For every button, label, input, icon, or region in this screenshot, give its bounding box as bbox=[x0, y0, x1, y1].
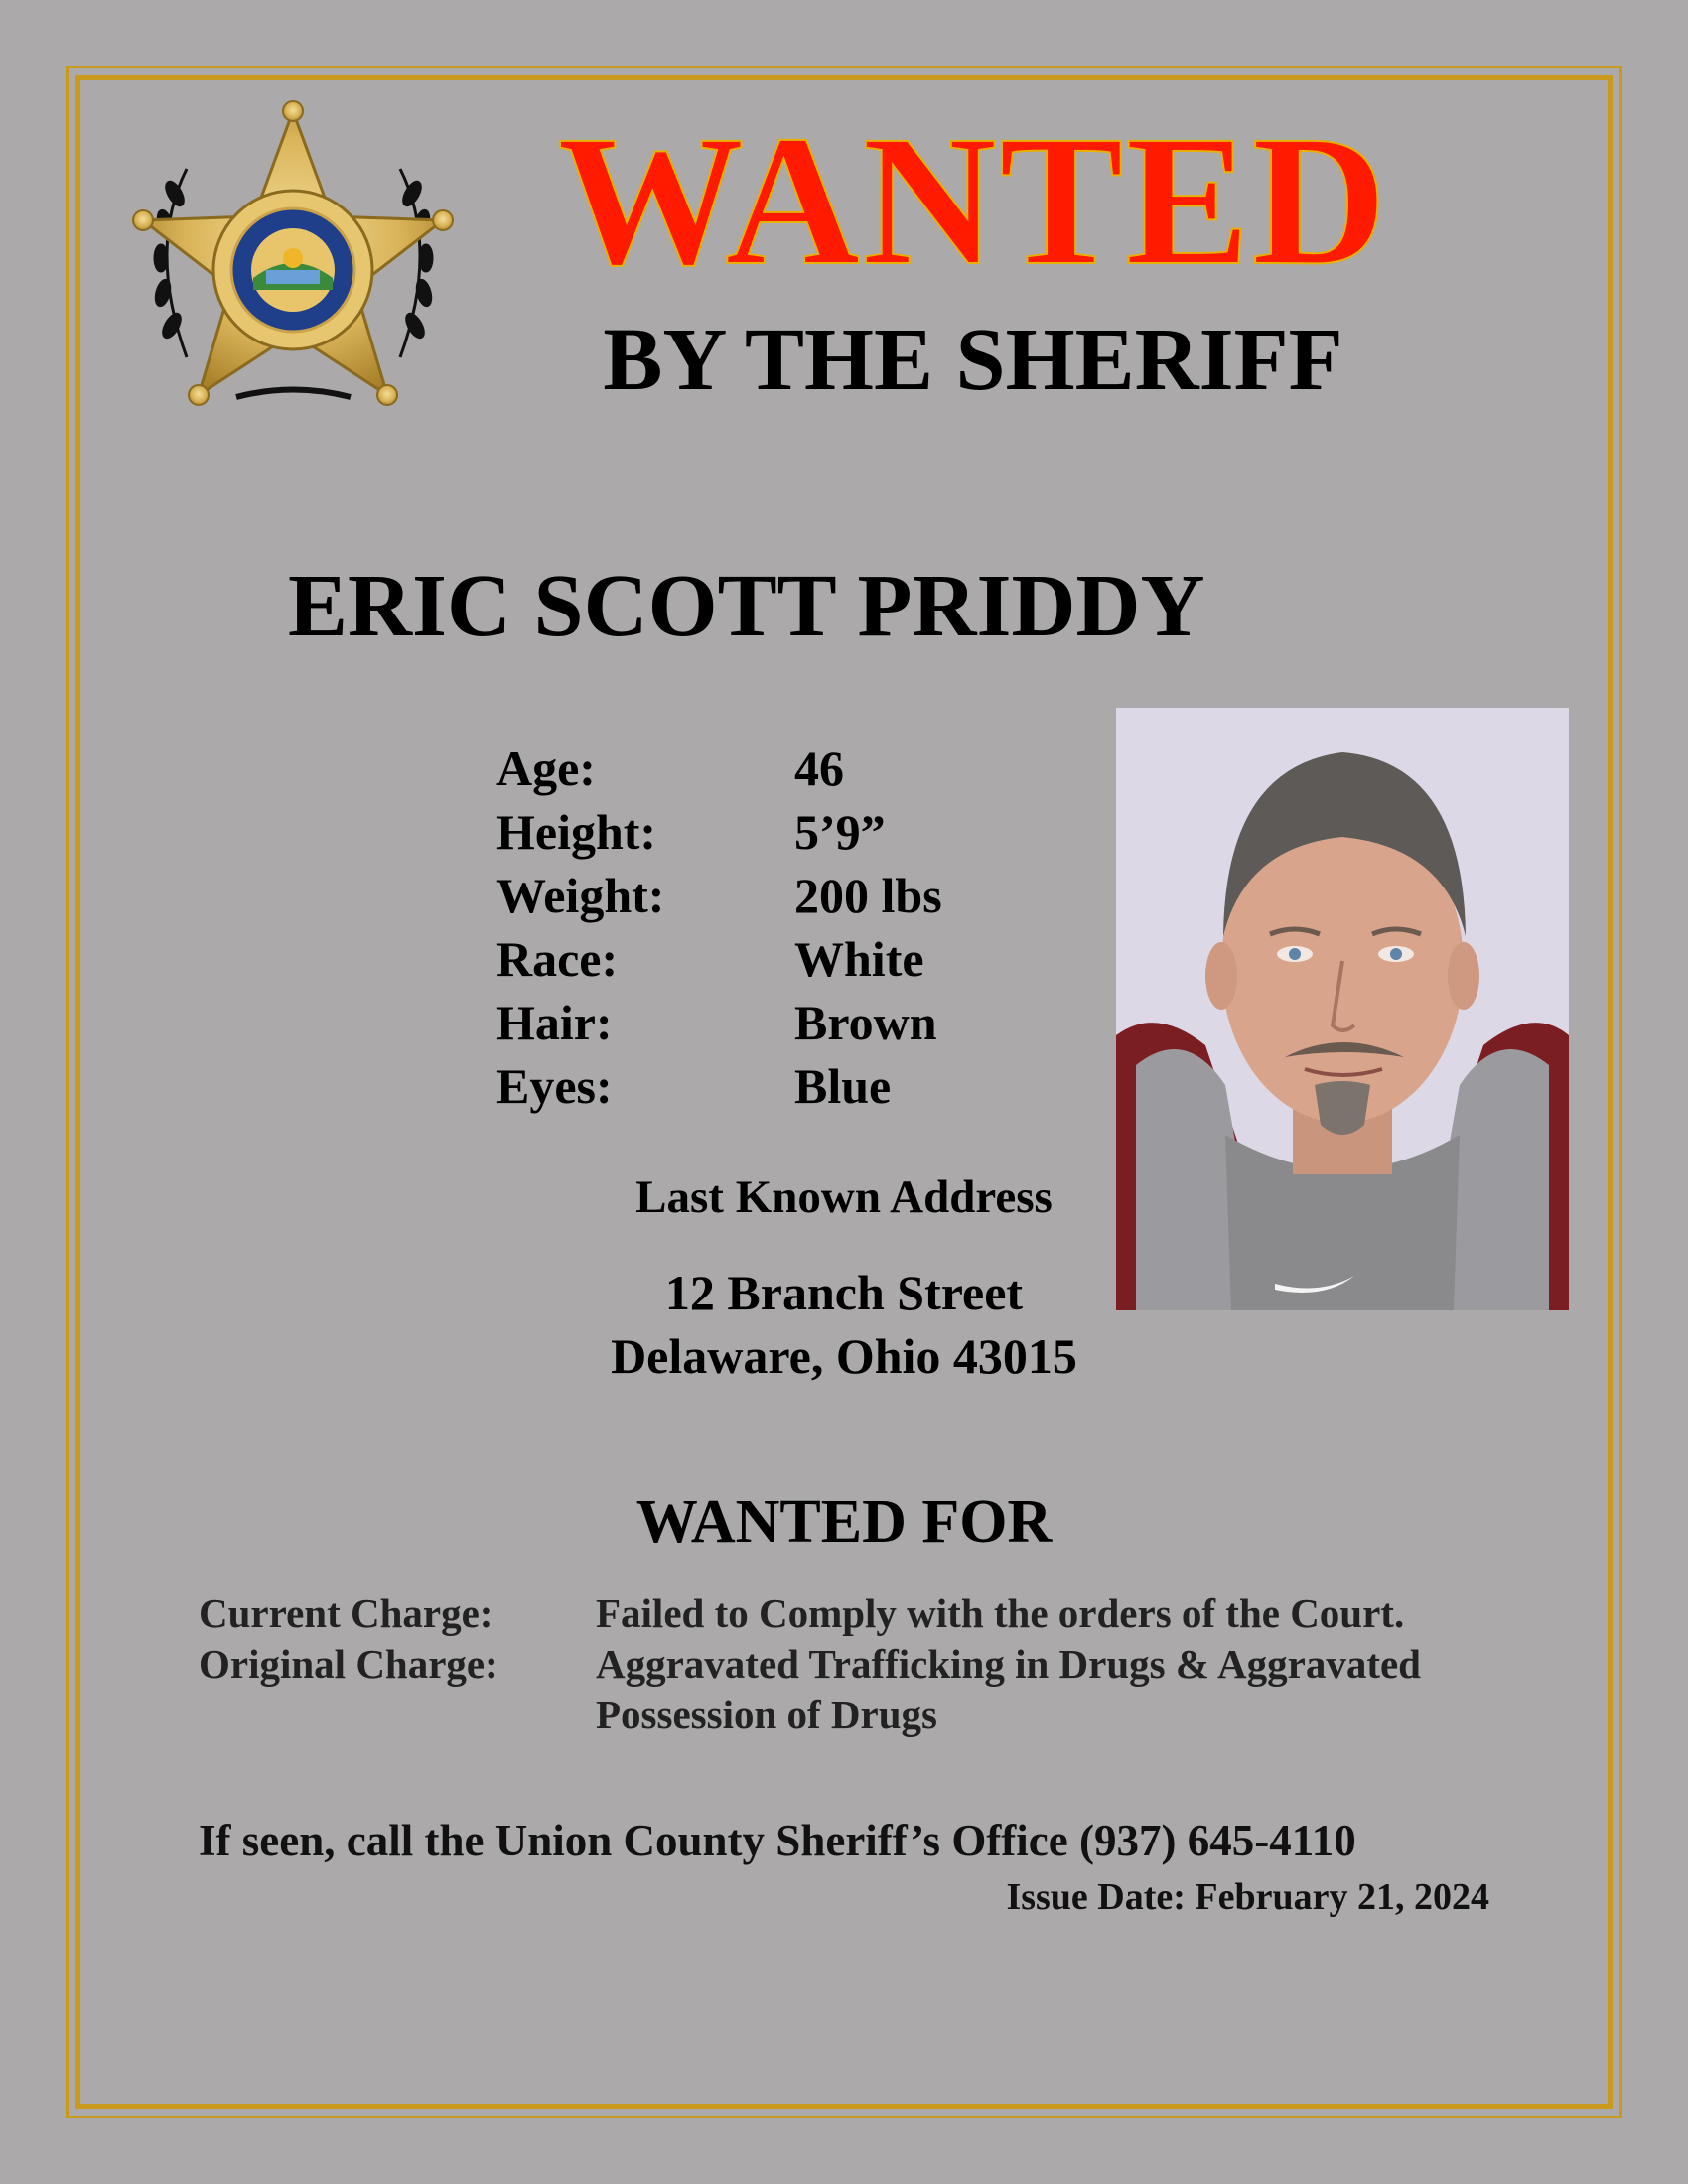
stat-label: Weight: bbox=[496, 868, 665, 923]
stat-label: Height: bbox=[496, 804, 657, 860]
sheriff-star-badge-icon bbox=[117, 99, 470, 432]
stat-label: Race: bbox=[496, 931, 619, 987]
contact-line: If seen, call the Union County Sheriff’s Office (937) 645-4110 bbox=[199, 1816, 1356, 1865]
suspect-photo bbox=[1116, 708, 1569, 1310]
current-charge-label: Current Charge: bbox=[199, 1590, 493, 1636]
last-known-address bbox=[556, 1171, 1132, 1388]
stat-row-height bbox=[496, 800, 1092, 864]
stat-value: Blue bbox=[794, 1058, 892, 1114]
original-charge-text: Aggravated Trafficking in Drugs & Aggravated Possession of Drugs bbox=[596, 1641, 1421, 1737]
stat-row-weight bbox=[496, 864, 1092, 927]
stat-row-age bbox=[496, 737, 1092, 800]
stat-label: Hair: bbox=[496, 995, 613, 1050]
stat-row-race bbox=[496, 927, 1092, 991]
stat-label: Age: bbox=[496, 741, 596, 796]
address-label: Last Known Address bbox=[635, 1171, 1053, 1223]
laurel-right-icon bbox=[400, 169, 433, 357]
stat-value: White bbox=[794, 931, 924, 987]
wanted-title: WANTED bbox=[557, 96, 1389, 304]
stat-value: 5’9” bbox=[794, 804, 886, 860]
original-charge-label: Original Charge: bbox=[199, 1641, 498, 1687]
address-line-2: Delaware, Ohio 43015 bbox=[611, 1328, 1077, 1384]
charges-list bbox=[199, 1588, 1509, 1740]
stat-row-hair bbox=[496, 991, 1092, 1054]
wanted-for-heading: WANTED FOR bbox=[635, 1488, 1053, 1556]
stat-row-eyes bbox=[496, 1054, 1092, 1118]
stat-value: Brown bbox=[794, 995, 937, 1050]
stat-value: 200 lbs bbox=[794, 868, 942, 923]
current-charge-row bbox=[199, 1588, 1509, 1639]
original-charge-row bbox=[199, 1639, 1509, 1740]
address-line-1: 12 Branch Street bbox=[664, 1265, 1024, 1320]
subject-name: ERIC SCOTT PRIDDY bbox=[288, 557, 1205, 655]
current-charge-text: Failed to Comply with the orders of the Court. bbox=[596, 1590, 1405, 1636]
stat-value: 46 bbox=[794, 741, 844, 796]
issue-date: Issue Date: February 21, 2024 bbox=[1006, 1876, 1489, 1918]
subject-stats bbox=[496, 737, 1092, 1118]
stat-label: Eyes: bbox=[496, 1058, 613, 1114]
laurel-left-icon bbox=[154, 169, 187, 357]
by-the-sheriff-subtitle: BY THE SHERIFF bbox=[603, 311, 1343, 409]
